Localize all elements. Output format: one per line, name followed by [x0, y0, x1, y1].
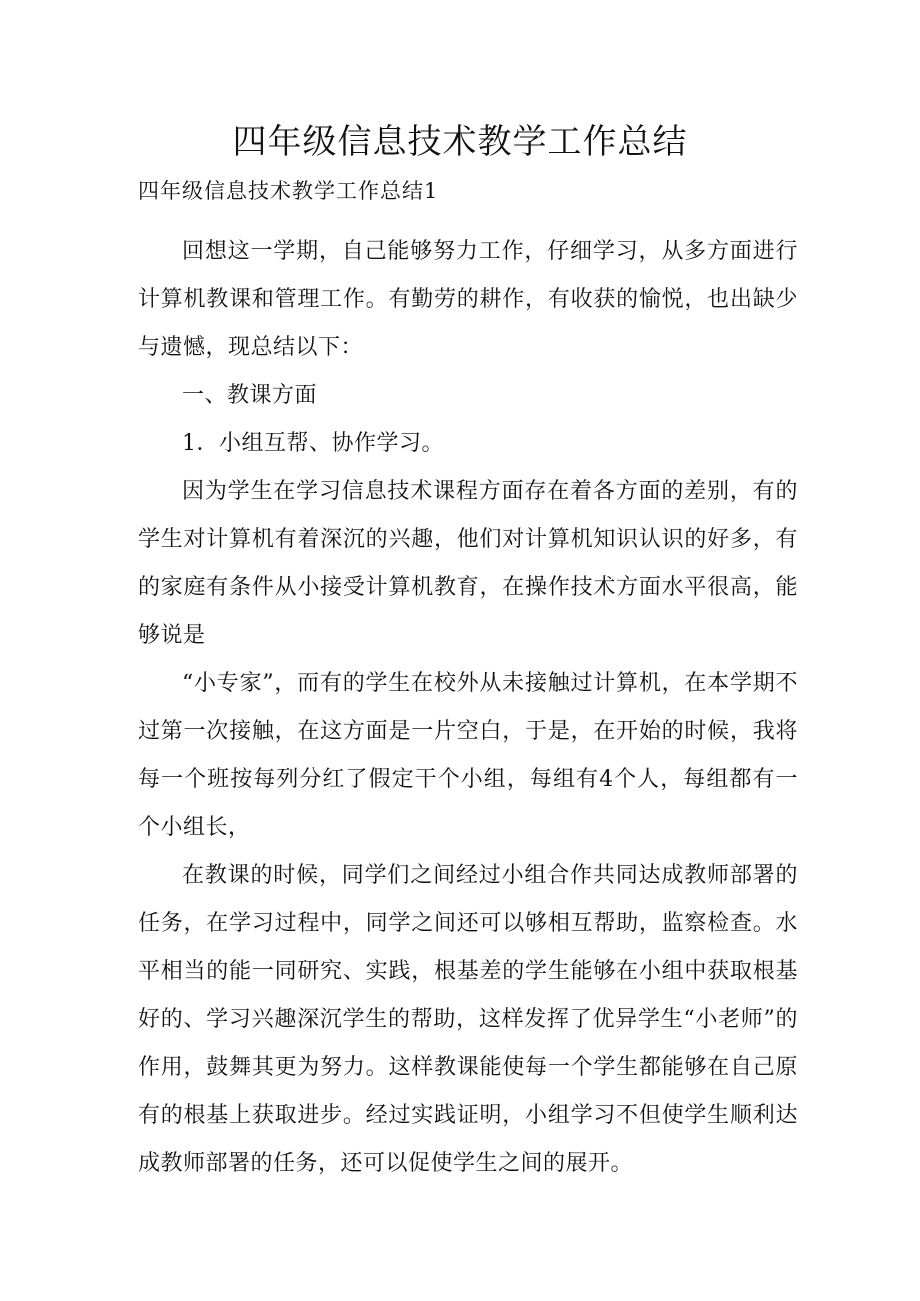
section-heading-teaching: 一、教课方面 — [182, 383, 318, 408]
paragraph-student-differences: 因为学生在学习信息技术课程方面存在着各方面的差别，有的学生对计算机有着深沉的兴趣，他们对计算机知识认识的好多，有的家庭有条件从小接受计算机教育，在操作技术方面水平很高，能够说是 — [138, 479, 798, 648]
document-title: 四年级信息技术教学工作总结 — [232, 122, 688, 162]
paragraph-intro: 回想这一学期，自己能够努力工作，仔细学习，从多方面进行计算机教课和管理工作。有勤劳的耕作，有收获的愉悦，也出缺少与遗憾，现总结以下： — [138, 239, 798, 360]
paragraph-group-cooperation: 在教课的时候，同学们之间经过小组合作共同达成教师部署的任务，在学习过程中，同学之间还可以够相互帮助，监察检查。水平相当的能一同研究、实践，根基差的学生能够在小组中获取根基好的、学习兴趣深沉学生的帮助，这样发挥了优异学生“小老师”的作用，鼓舞其更为努力。这样教课能使每一个学生都能够在自己原有的根基上获取进步。经过实践证明，小组学习不但使学生顺利达成教师部署的任务，还可以促使学生之间的展开。 — [138, 863, 798, 1176]
document-subtitle: 四年级信息技术教学工作总结1 — [138, 179, 439, 203]
paragraph-little-experts: “小专家”，而有的学生在校外从未接触过计算机，在本学期不过第一次接触，在这方面是一片空白，于是，在开始的时候，我将每一个班按每列分红了假定干个小组，每组有4个人，每组都有一个小组长， — [138, 671, 798, 840]
subsection-heading-group-study: 1．小组互帮、协作学习。 — [182, 431, 444, 456]
